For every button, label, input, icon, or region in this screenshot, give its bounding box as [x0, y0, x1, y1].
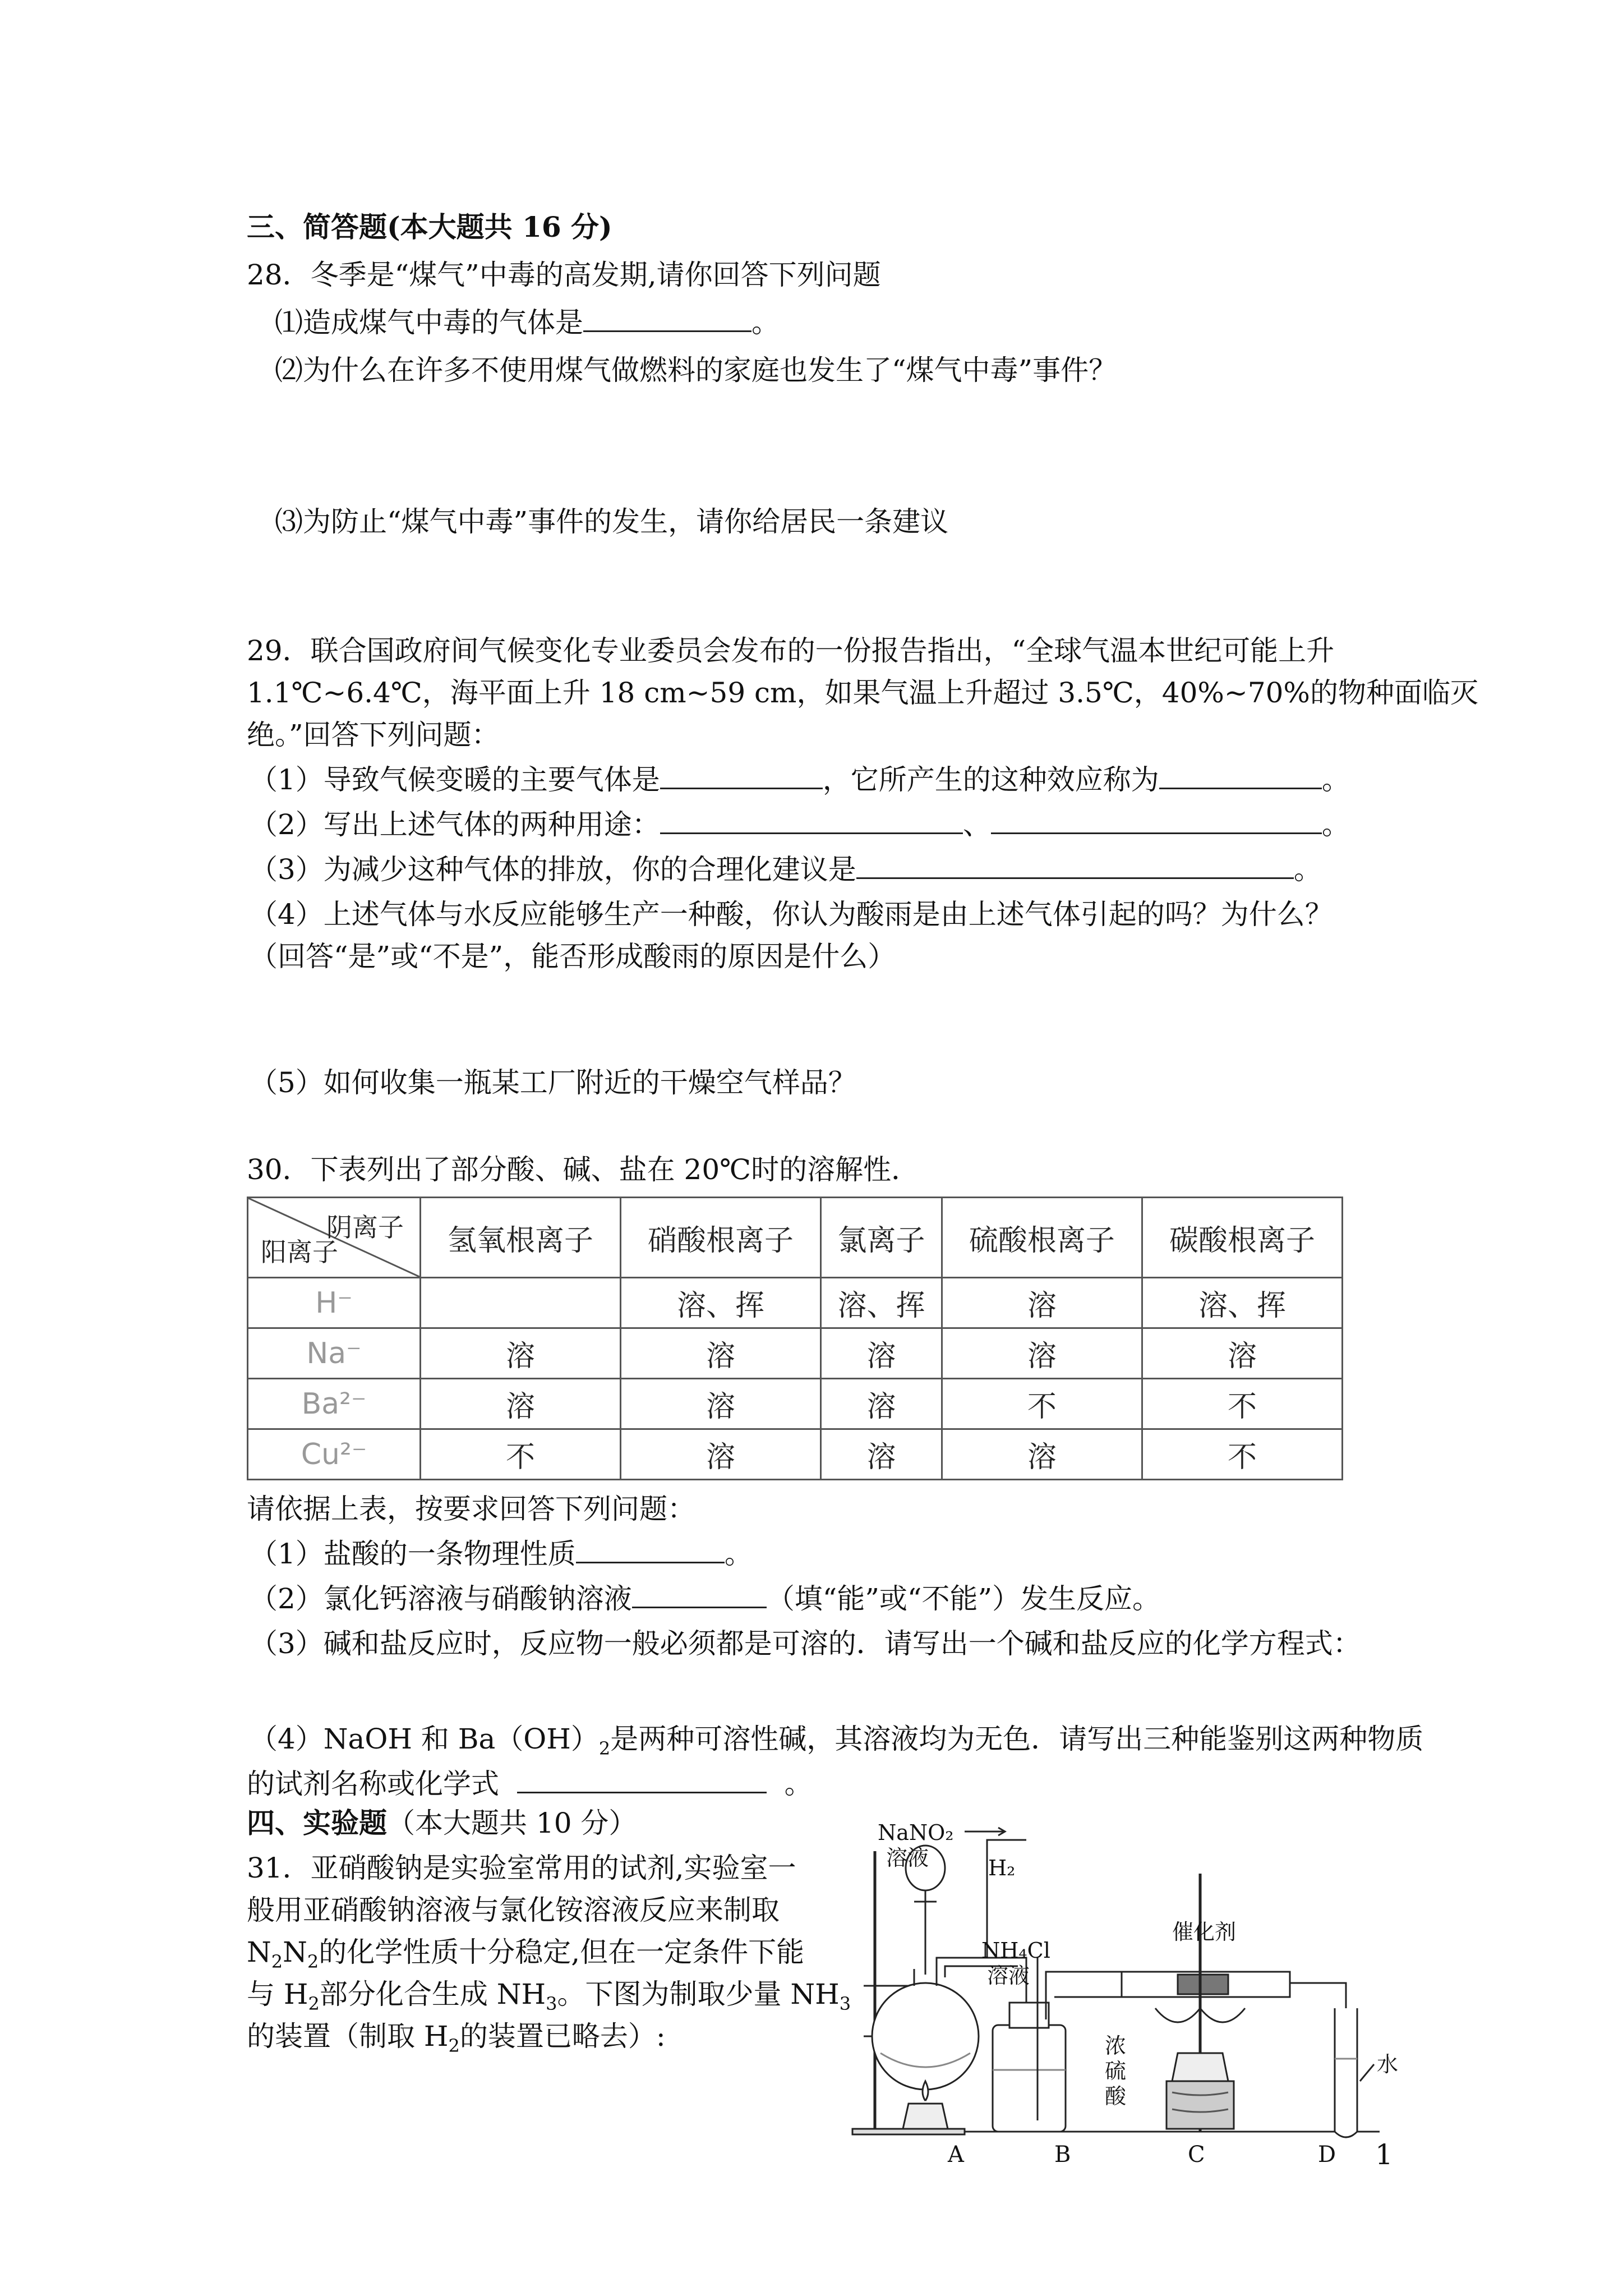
q29-line2: 1.1℃~6.4℃，海平面上升 18 cm~59 cm，如果气温上升超过 3.5℃，40%~70%的物种面临灭 [247, 677, 1478, 709]
answer-blank[interactable] [583, 305, 751, 332]
q28-part1: ⑴造成煤气中毒的气体是 。 [275, 303, 780, 342]
section3-title: 三、简答题(本大题共 16 分) [247, 210, 612, 243]
cation-cell: H⁻ [248, 1278, 421, 1328]
table-cell [421, 1278, 621, 1328]
test-tube [1335, 2008, 1357, 2137]
label-catalyst: 催化剂 [1172, 1920, 1237, 1944]
cation-cell: Cu²⁻ [248, 1429, 421, 1480]
q29-part4-line2: （回答“是”或“不是”，能否形成酸雨的原因是什么） [250, 940, 896, 973]
burner-c [1172, 2053, 1228, 2081]
label-solution-2: 溶液 [987, 1963, 1030, 1988]
q29-part3: （3）为减少这种气体的排放，你的合理化建议是 。 [250, 850, 1322, 889]
table-cell: 溶 [821, 1328, 942, 1379]
table-cell: 溶 [942, 1328, 1142, 1379]
label-nh4cl: NH₄Cl [981, 1938, 1050, 1963]
answer-blank[interactable] [856, 852, 1294, 879]
table-cell: 溶 [621, 1379, 821, 1429]
table-row [248, 1429, 1343, 1480]
table-cell: 不 [942, 1379, 1142, 1429]
burner-a [903, 2104, 948, 2129]
column-header: 硫酸根离子 [942, 1198, 1142, 1278]
column-header: 氯离子 [821, 1198, 942, 1278]
q28-part2: ⑵为什么在许多不使用煤气做燃料的家庭也发生了“煤气中毒”事件？ [275, 354, 1117, 386]
table-cell: 溶 [421, 1379, 621, 1429]
q29-part1: （1）导致气候变暖的主要气体是 ，它所产生的这种效应称为 。 [250, 760, 1350, 799]
table-corner-cell [248, 1198, 421, 1278]
column-header: 碳酸根离子 [1142, 1198, 1342, 1278]
cation-cell: Na⁻ [248, 1328, 421, 1379]
q31-line5: 的装置（制取 $H_2$的装置已略去）: [247, 2020, 666, 2056]
wash-bottle [993, 2025, 1066, 2132]
section4-title: 四、实验题（本大题共 10 分） [247, 1806, 637, 1839]
catalyst-bed [1178, 1975, 1228, 1994]
cation-header: 阳离子 [261, 1237, 338, 1267]
q29-part2: （2）写出上述气体的两种用途： 、 。 [250, 805, 1350, 844]
q29-line3: 绝。”回答下列问题： [247, 719, 500, 751]
q30-part1: （1）盐酸的一条物理性质 。 [250, 1534, 753, 1573]
table-cell: 溶 [421, 1328, 621, 1379]
table-cell: 溶、挥 [821, 1278, 942, 1328]
label-h2: H₂ [988, 1856, 1016, 1880]
table-cell: 溶 [821, 1429, 942, 1480]
table-cell: 溶、挥 [1142, 1278, 1342, 1328]
q30-stem: 30．下表列出了部分酸、碱、盐在 20℃时的溶解性． [247, 1153, 920, 1186]
label-conc-3: 酸 [1105, 2084, 1127, 2109]
answer-blank[interactable] [576, 1536, 725, 1563]
q28-stem: 28．冬季是“煤气”中毒的高发期,请你回答下列问题 [247, 259, 881, 291]
label-conc-1: 浓 [1105, 2033, 1127, 2058]
label-c: C [1188, 2142, 1205, 2168]
flame-a [923, 2081, 928, 2101]
answer-blank[interactable] [1159, 762, 1322, 789]
label-conc-2: 硫 [1105, 2059, 1127, 2083]
table-cell: 不 [1142, 1429, 1342, 1480]
q29-part4-line1: （4）上述气体与水反应能够生产一种酸，你认为酸雨是由上述气体引起的吗？为什么？ [250, 898, 1333, 931]
table-row [248, 1278, 1343, 1328]
label-a: A [948, 2142, 964, 2168]
label-b: B [1054, 2142, 1071, 2168]
ammonia-apparatus-diagram [841, 1818, 1447, 2160]
label-water: 水 [1377, 2052, 1399, 2077]
q30-after-table: 请依据上表，按要求回答下列问题： [247, 1493, 695, 1525]
q30-part4-line1: （4）NaOH 和 $Ba(OH)_2$是两种可溶性碱，其溶液均为无色．请写出三种能鉴别这两种物质 [250, 1723, 1424, 1759]
round-flask [872, 1983, 979, 2090]
table-cell: 溶 [942, 1278, 1142, 1328]
table-row [248, 1379, 1343, 1429]
table-cell: 溶 [621, 1429, 821, 1480]
q31-line4: 与 $H_2$部分化合生成 $NH_3$。下图为制取少量 $NH_3$ [247, 1978, 851, 2014]
q31-line1: 31．亚硝酸钠是实验室常用的试剂,实验室一 [247, 1852, 796, 1884]
page-number: 1 [1375, 2138, 1393, 2171]
solubility-table [247, 1197, 1343, 1480]
column-header: 氢氧根离子 [421, 1198, 621, 1278]
burner-block [1166, 2081, 1234, 2129]
label-solution-1: 溶液 [886, 1846, 929, 1870]
q29-line1: 29．联合国政府间气候变化专业委员会发布的一份报告指出，“全球气温本世纪可能上升 [247, 634, 1335, 667]
q28-part3: ⑶为防止“煤气中毒”事件的发生，请你给居民一条建议 [275, 505, 949, 538]
label-nano2: NaNO₂ [878, 1820, 954, 1845]
table-cell: 溶 [1142, 1328, 1342, 1379]
answer-blank[interactable] [660, 762, 823, 789]
q30-part2: （2）氯化钙溶液与硝酸钠溶液 （填“能”或“不能”）发生反应。 [250, 1579, 1160, 1618]
q30-part3: （3）碱和盐反应时，反应物一般必须都是可溶的．请写出一个碱和盐反应的化学方程式： [250, 1627, 1361, 1660]
q29-part5: （5）如何收集一瓶某工厂附近的干燥空气样品？ [250, 1066, 856, 1099]
table-cell: 溶 [621, 1328, 821, 1379]
answer-blank[interactable] [632, 1581, 767, 1608]
answer-blank[interactable] [660, 807, 963, 834]
table-cell: 溶 [821, 1379, 942, 1429]
answer-blank[interactable] [517, 1766, 767, 1793]
q30-part4-line2: 的试剂名称或化学式 。 [247, 1764, 813, 1803]
table-cell: 不 [1142, 1379, 1342, 1429]
table-row [248, 1328, 1343, 1379]
anion-header: 阴离子 [326, 1212, 404, 1243]
column-header: 硝酸根离子 [621, 1198, 821, 1278]
table-cell: 溶、挥 [621, 1278, 821, 1328]
q31-line2: 般用亚硝酸钠溶液与氯化铵溶液反应来制取 [247, 1894, 780, 1926]
answer-blank[interactable] [991, 807, 1322, 834]
cation-cell: Ba²⁻ [248, 1379, 421, 1429]
q31-line3: $N_2N_2$的化学性质十分稳定,但在一定条件下能 [247, 1936, 805, 1972]
label-d: D [1318, 2142, 1336, 2168]
table-cell: 不 [421, 1429, 621, 1480]
table-cell: 溶 [942, 1429, 1142, 1480]
